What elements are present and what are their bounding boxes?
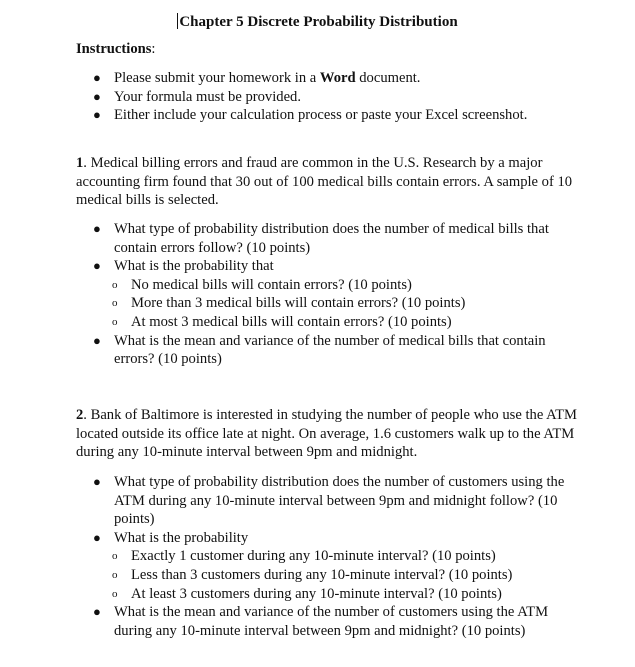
question-2-bullet <box>93 603 583 640</box>
question-1-text <box>76 154 586 210</box>
question-2-subitem <box>93 585 583 604</box>
instructions-list <box>93 69 583 125</box>
bullet-icon: ● <box>93 529 101 545</box>
question-1-body: . Medical billing errors and fraud are common in the U.S. Research by a major accounting firm found that 30 out of 100 medical bills contain errors. A sample of 10 medical bills is selected. <box>76 155 573 209</box>
question-2-text <box>76 406 586 462</box>
instruction-text: Either include your calculation process or paste your Excel screenshot. <box>114 107 528 124</box>
instruction-item <box>93 69 583 88</box>
instruction-text: Please submit your homework in a <box>114 70 320 86</box>
circle-bullet-icon: o <box>112 278 118 291</box>
bullet-icon: ● <box>93 221 101 236</box>
instruction-item <box>93 106 583 125</box>
bullet-icon: ● <box>93 258 101 274</box>
question-1-subitem-text: At most 3 medical bills will contain errors? (10 points) <box>131 313 452 330</box>
instruction-bold: Word <box>319 70 356 86</box>
question-2-subitem <box>93 547 583 566</box>
page-title-text: Chapter 5 Discrete Probability Distribution <box>179 14 458 30</box>
question-1-sublist <box>93 276 583 332</box>
question-1-subitem-text: No medical bills will contain errors? (10 points) <box>131 276 412 293</box>
question-1-subitem <box>93 313 583 332</box>
circle-bullet-icon: o <box>112 550 118 563</box>
circle-bullet-icon: o <box>112 568 118 581</box>
question-1-bullet-text: What is the mean and variance of the number of medical bills that contain errors? (10 points) <box>114 332 546 368</box>
page-title <box>0 13 635 32</box>
bullet-icon: ● <box>93 604 101 620</box>
question-2-body: . Bank of Baltimore is interested in studying the number of people who use the ATM located outside its office late at night. On average, 1.6 customers walk up to the ATM during any 10-minute interval between 9pm and midnight. <box>76 407 577 461</box>
question-1-bullet-text: What is the probability that <box>114 258 274 275</box>
question-1-bullet <box>93 220 583 257</box>
question-1-list <box>93 220 583 369</box>
question-2-subitem-text: Exactly 1 customer during any 10-minute interval? (10 points) <box>131 548 496 565</box>
question-2-subitem-text: Less than 3 customers during any 10-minute interval? (10 points) <box>131 566 513 583</box>
question-1-bullet <box>93 332 583 369</box>
instruction-item <box>93 88 583 107</box>
circle-bullet-icon: o <box>112 315 118 328</box>
circle-bullet-icon: o <box>112 587 118 600</box>
question-1-subitem <box>93 276 583 295</box>
instructions-colon: : <box>151 41 156 57</box>
question-2-subitem-text: At least 3 customers during any 10-minute interval? (10 points) <box>131 585 502 602</box>
bullet-icon: ● <box>93 474 101 489</box>
question-2-bullet-text: What type of probability distribution does the number of customers using the ATM during any 10-minute interval between 9pm and midnight follow? (10 points) <box>114 474 565 528</box>
question-2-sublist <box>93 547 583 603</box>
instruction-text: Your formula must be provided. <box>114 88 302 105</box>
bullet-icon: ● <box>93 88 101 104</box>
question-2-bullet <box>93 473 583 529</box>
circle-bullet-icon: o <box>112 297 118 310</box>
question-1-subitem-text: More than 3 medical bills will contain errors? (10 points) <box>131 295 466 312</box>
instructions-label: Instructions <box>76 41 152 57</box>
question-1-bullet-text: What type of probability distribution does the number of medical bills that contain errors follow? (10 points) <box>114 221 549 256</box>
question-2-number: 2 <box>76 407 84 423</box>
bullet-icon: ● <box>93 70 101 85</box>
instructions-heading <box>76 40 155 59</box>
bullet-icon: ● <box>93 107 101 123</box>
question-2-bullet-text: What is the mean and variance of the number of customers using the ATM during any 10-minute interval between 9pm and midnight? (10 points) <box>114 604 549 639</box>
question-2-subitem <box>93 566 583 585</box>
question-2-bullet-text: What is the probability <box>114 529 249 546</box>
question-2-list <box>93 473 583 640</box>
question-2-bullet <box>93 529 583 603</box>
instruction-text-after: document. <box>355 70 421 86</box>
question-1-bullet <box>93 257 583 331</box>
bullet-icon: ● <box>93 332 101 348</box>
question-1-number: 1 <box>76 155 84 171</box>
question-1-subitem <box>93 294 583 313</box>
